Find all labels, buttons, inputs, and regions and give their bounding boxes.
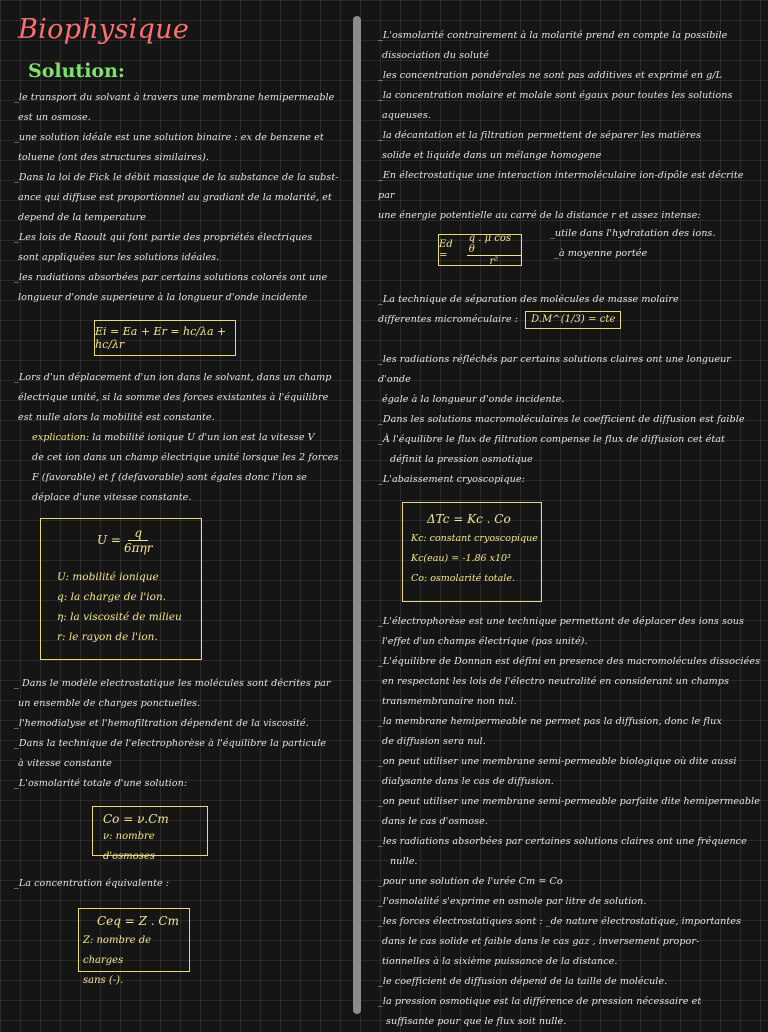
text-line: _le transport du solvant à travers une membrane hemipermeable <box>14 92 335 103</box>
text-line: dans le cas d'osmose. <box>382 816 488 827</box>
explication-label: explication: <box>32 432 90 443</box>
text-line: _ Dans le modèle electrostatique les molécules sont décrites par <box>14 678 331 689</box>
text-line: tionnelles à la sixième puissance de la distance. <box>382 956 618 967</box>
formula-osmolarity: Co = ν.Cm <box>103 812 169 826</box>
equivalent-legend: Z: nombre de charges <box>83 935 152 966</box>
text-line: _les forces électrostatiques sont : _de nature électrostatique, importantes <box>378 916 741 927</box>
left-column <box>14 88 350 986</box>
formula-box-mobility <box>40 518 202 660</box>
text-line: _Dans la loi de Fick le débit massique de la substance de la subst- <box>14 172 339 183</box>
text-line: la mobilité ionique U d'un ion est la vitesse V <box>89 432 315 443</box>
cryoscopy-legend: Co: osmolarité totale. <box>411 573 515 584</box>
formula-energy: Ei = Ea + Er = hc/λa + hc/λr <box>95 325 227 351</box>
formula-box-osmolarity <box>92 806 208 862</box>
text-line: _les concentration pondérales ne sont pas additives et exprimé en g/L <box>378 70 723 81</box>
formula-box-ion-dipole <box>438 234 522 266</box>
mobility-legend-item: r: le rayon de l'ion. <box>57 631 158 643</box>
text-line: _le coefficient de diffusion dépend de la taille de molécule. <box>378 976 668 987</box>
paragraph-fick <box>14 168 350 228</box>
text-line: toluene (ont des structures similaires). <box>18 152 210 163</box>
formula-box-cryoscopy <box>402 502 542 602</box>
text-line: depend de la temperature <box>18 212 146 223</box>
text-line: transmembranaire non nul. <box>382 696 517 707</box>
text-line: _les radiations absorbées par certaines solutions claires ont une fréquence <box>378 836 747 847</box>
mobility-legend-item: η: la viscosité de milieu <box>57 611 182 623</box>
cryoscopy-legend: Kc: constant cryoscopique <box>411 533 538 544</box>
text-line: sont appliquées sur les solutions idéales. <box>18 252 220 263</box>
text-line: _L'osmolarité contrairement à la molarité prend en compte la possibile <box>378 30 728 41</box>
paragraph-explication <box>14 428 350 508</box>
text-line: _les radiations réfléchés par certains solutions claires ont une longueur d'onde <box>378 354 731 385</box>
text-line: _l'hemodialyse et l'hemofiltration dépendent de la viscosité. <box>14 718 309 729</box>
paragraph-deplacement-ion <box>14 368 350 428</box>
formula-equivalent: Ceq = Z . Cm <box>97 914 179 928</box>
paragraph-radiations <box>14 268 350 308</box>
formula-box-energy <box>94 320 236 356</box>
text-line: _L'électrophorèse est une technique permettant de déplacer des ions sous <box>378 616 744 627</box>
text-line: _Dans la technique de l'electrophorèse à l'équilibre la particule <box>14 738 327 749</box>
text-line: de cet ion dans un champ électrique unité lorsque les 2 forces <box>32 452 339 463</box>
text-line: _les radiations absorbées par certains solutions colorés ont une <box>14 272 328 283</box>
osmolarity-legend: ν: nombre d'osmoses <box>103 831 155 862</box>
paragraph-group-3 <box>378 350 762 490</box>
paragraph-group-1 <box>378 26 762 226</box>
text-line: _pour une solution de l'urée Cm = Co <box>378 876 563 887</box>
formula-cryoscopy: ΔTc = Kc . Co <box>427 512 511 526</box>
paragraph-concentration-equivalente <box>14 874 350 894</box>
text-line: définit la pression osmotique <box>390 454 533 465</box>
page-title: Biophysique <box>18 14 190 45</box>
text-line: _L'osmolarité totale d'une solution: <box>14 778 188 789</box>
text-line: un ensemble de charges ponctuelles. <box>18 698 201 709</box>
text-line: _la décantation et la filtration permettent de séparer les matières <box>378 130 701 141</box>
text-line: en respectant les lois de l'électro neutralité en considerant un champs <box>382 676 729 687</box>
text-line: _la pression osmotique est la différence de pression nécessaire et <box>378 996 702 1007</box>
text-line: _Dans les solutions macromoléculaires le coefficient de diffusion est faible <box>378 414 745 425</box>
text-line: _à moyenne portée <box>554 248 648 259</box>
text-line: F (favorable) et f (defavorable) sont égales donc l'ion se <box>32 472 307 483</box>
text-line: électrique unité, si la somme des forces existantes à l'équilibre <box>18 392 329 403</box>
text-line: est nulle alors la mobilité est constante. <box>18 412 215 423</box>
formula-numerator: q . μ cos θ <box>467 233 521 256</box>
text-line: _L'abaissement cryoscopique: <box>378 474 525 485</box>
text-line <box>378 310 762 330</box>
text-line: solide et liquide dans un mélange homogene <box>382 150 602 161</box>
text-line: _on peut utiliser une membrane semi-permeable parfaite dite hemipermeable <box>378 796 760 807</box>
text-line: l'effet d'un champs électrique (pas unité). <box>382 636 588 647</box>
text-line: _Lors d'un déplacement d'un ion dans le solvant, dans un champ <box>14 372 332 383</box>
paragraph-osmose <box>14 88 350 128</box>
text-line: suffisante pour que le flux soit nulle. <box>386 1016 567 1027</box>
text-line: longueur d'onde superieure à la longueur d'onde incidente <box>18 292 308 303</box>
section-subtitle: Solution: <box>28 60 125 82</box>
text-line: _En électrostatique une interaction intermoléculaire ion-dipôle est décrite par <box>378 170 744 201</box>
text-line: _une solution idéale est une solution binaire : ex de benzene et <box>14 132 324 143</box>
text-line: _Les lois de Raoult qui font partie des propriétés électriques <box>14 232 313 243</box>
paragraph-solution-ideale <box>14 128 350 168</box>
paragraph-group-4 <box>378 612 762 1032</box>
text-line: _la concentration molaire et molale sont égaux pour toutes les solutions <box>378 90 733 101</box>
text-line: égale à la longueur d'onde incidente. <box>382 394 565 405</box>
mobility-legend-item: q: la charge de l'ion. <box>57 591 167 603</box>
text-line: est un osmose. <box>18 112 91 123</box>
paragraph-separation <box>378 290 762 330</box>
formula-lhs: U = <box>97 533 121 547</box>
text-line: dialysante dans le cas de diffusion. <box>382 776 554 787</box>
text-line: _l'osmolalité s'exprime en osmole par litre de solution. <box>378 896 647 907</box>
text-line: _on peut utiliser une membrane semi-permeable biologique où dite aussi <box>378 756 737 767</box>
text-line: une énergie potentielle au carré de la distance r et assez intense: <box>378 210 701 221</box>
formula-box-masse: D.M^(1/3) = cte <box>525 311 621 329</box>
text-line: à vitesse constante <box>18 758 112 769</box>
text-line: aqueuses. <box>382 110 431 121</box>
text-line: _L'équilibre de Donnan est défini en presence des macromolécules dissociées <box>378 656 761 667</box>
formula-numerator: q <box>128 526 148 541</box>
text-line: _utile dans l'hydratation des ions. <box>550 228 716 239</box>
text-line: ance qui diffuse est proportionnel au gradiant de la molarité, et <box>18 192 332 203</box>
text-line: _la membrane hemipermeable ne permet pas la diffusion, donc le flux <box>378 716 722 727</box>
mobility-legend-item: U: mobilité ionique <box>57 571 159 583</box>
text-line: dissociation du soluté <box>382 50 489 61</box>
formula-lhs: Ed = <box>439 239 453 261</box>
text-line-inner: differentes microméculaire : <box>378 314 518 325</box>
text-line: _À l'équilibre le flux de filtration compense le flux de diffusion cet état <box>378 434 725 445</box>
formula-mobility <box>97 523 201 557</box>
cryoscopy-legend: Kc(eau) = -1.86 x10³ <box>411 553 511 564</box>
text-line: nulle. <box>390 856 418 867</box>
formula-denominator: r² <box>489 256 499 267</box>
paragraph-electrostatic-model <box>14 674 350 794</box>
right-column <box>378 26 762 1032</box>
text-line: _La technique de séparation des molécules de masse molaire <box>378 294 679 305</box>
text-line: dans le cas solide et faible dans le cas gaz , inversement propor- <box>382 936 700 947</box>
formula-denominator: 6πηr <box>123 540 153 555</box>
paragraph-raoult <box>14 228 350 268</box>
text-line: déplace d'une vitesse constante. <box>32 492 192 503</box>
text-line: _La concentration équivalente : <box>14 878 170 889</box>
text-line: de diffusion sera nul. <box>382 736 486 747</box>
equivalent-legend-note: sans (-). <box>83 975 124 986</box>
formula-box-equivalent <box>78 908 190 986</box>
column-divider <box>353 16 361 1014</box>
